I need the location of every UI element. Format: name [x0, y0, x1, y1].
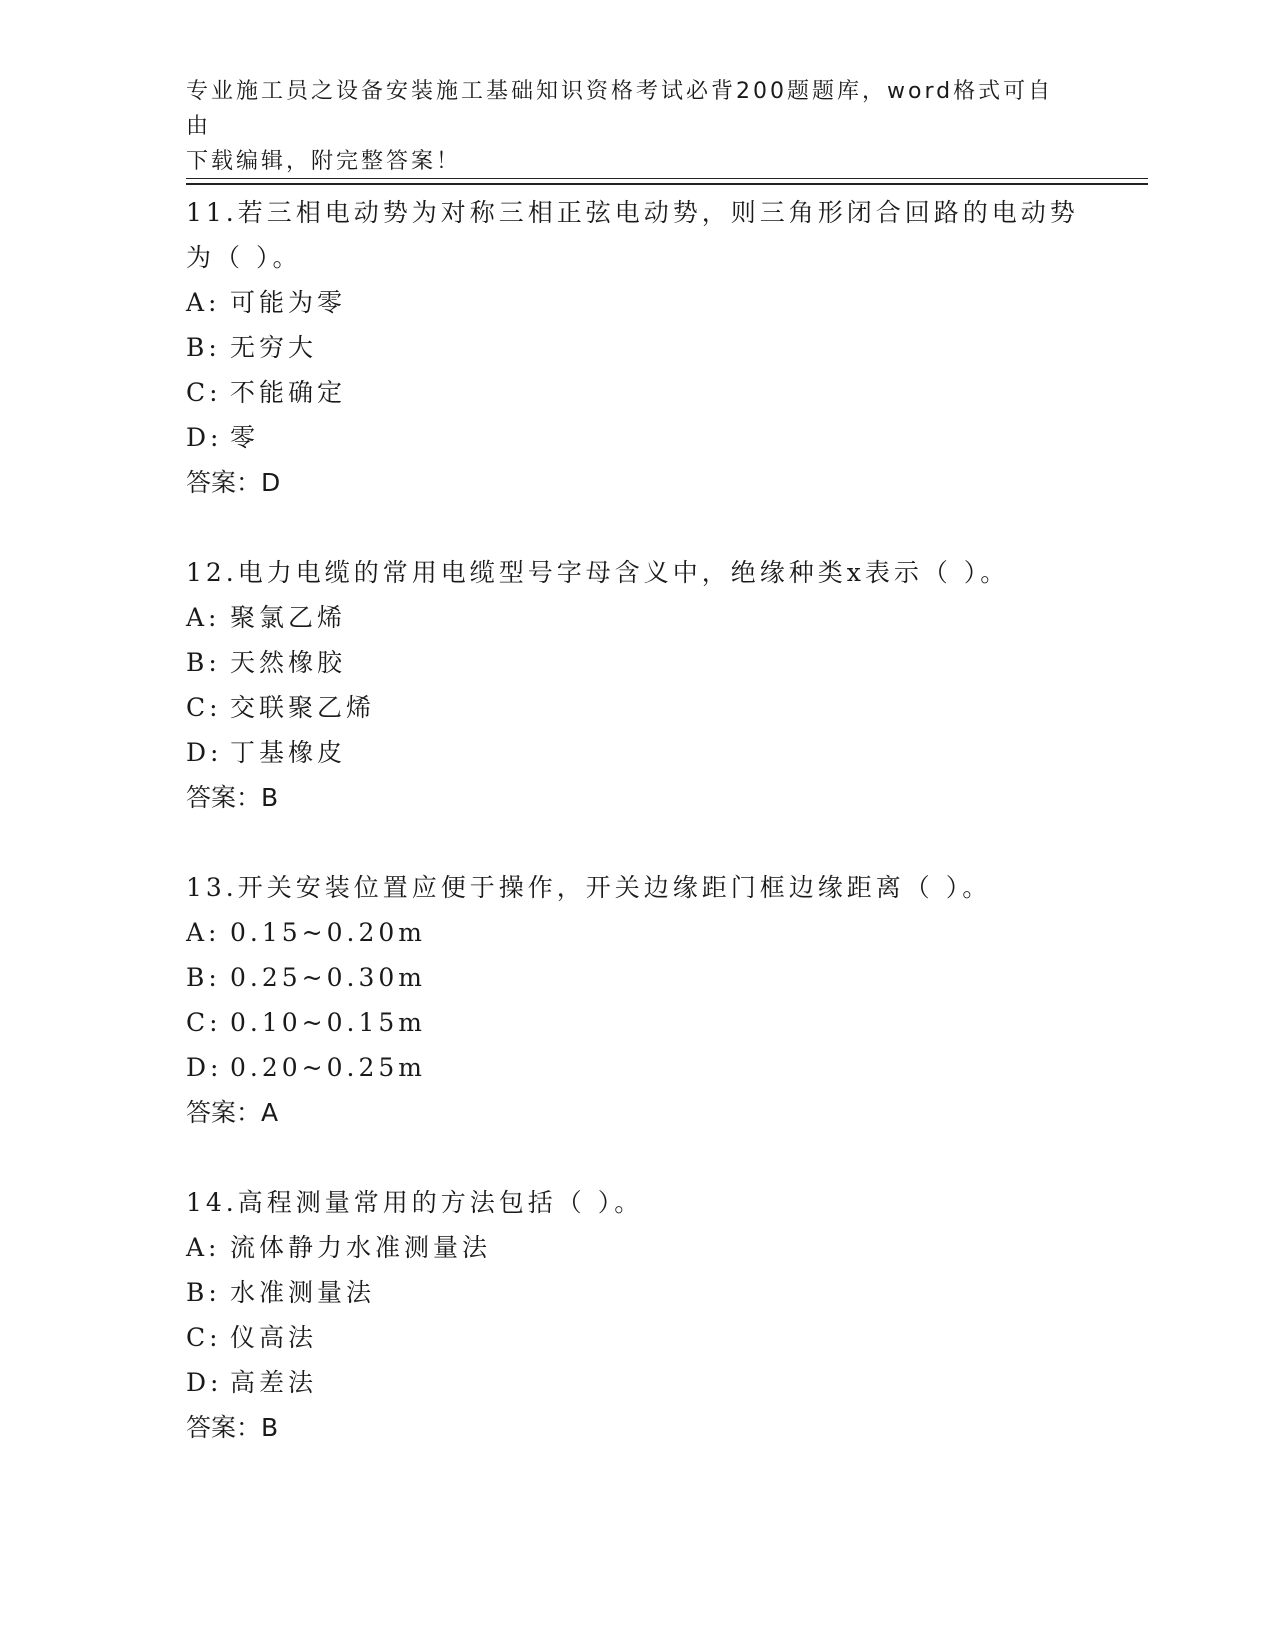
option-text: 无穷大	[230, 333, 318, 362]
option-key: C:	[186, 693, 222, 722]
question-spacer	[186, 820, 1086, 865]
option-text: 0.15~0.20m	[230, 918, 426, 947]
option-key: A:	[186, 603, 221, 632]
answer-line: 答案：B	[186, 1413, 279, 1442]
option-key: C:	[186, 1008, 222, 1037]
option-key: A:	[186, 918, 221, 947]
answer-line: 答案：B	[186, 783, 279, 812]
option-text: 聚氯乙烯	[230, 603, 347, 632]
answer-line: 答案：A	[186, 1098, 279, 1127]
option-c	[186, 685, 1086, 730]
option-key: B:	[186, 333, 221, 362]
option-key: D:	[186, 423, 223, 452]
option-key: D:	[186, 1368, 223, 1397]
question-12	[186, 550, 1086, 820]
option-d	[186, 415, 1086, 460]
document-header	[186, 74, 1066, 179]
question-spacer	[186, 1135, 1086, 1180]
option-key: B:	[186, 1278, 221, 1307]
option-text: 0.20~0.25m	[230, 1053, 426, 1082]
option-text: 天然橡胶	[230, 648, 347, 677]
option-key: A:	[186, 1233, 221, 1262]
option-a	[186, 280, 1086, 325]
question-text-line: 11.若三相电动势为对称三相正弦电动势，则三角形闭合回路的电动势	[186, 198, 1079, 227]
question-text-line: 12.电力电缆的常用电缆型号字母含义中，绝缘种类x表示（ ）。	[186, 558, 1010, 587]
option-text: 水准测量法	[230, 1278, 376, 1307]
option-key: C:	[186, 378, 222, 407]
option-a	[186, 1225, 1086, 1270]
option-c	[186, 1000, 1086, 1045]
option-b	[186, 955, 1086, 1000]
question-13	[186, 865, 1086, 1135]
header-line-1: 专业施工员之设备安装施工基础知识资格考试必背200题题库，word格式可自由	[186, 79, 1054, 139]
option-key: D:	[186, 738, 223, 767]
option-key: B:	[186, 963, 221, 992]
option-key: B:	[186, 648, 221, 677]
header-line-2: 下载编辑，附完整答案！	[186, 149, 462, 174]
option-text: 丁基橡皮	[230, 738, 347, 767]
question-text-line: 13.开关安装位置应便于操作，开关边缘距门框边缘距离（ ）。	[186, 873, 992, 902]
option-c	[186, 1315, 1086, 1360]
option-text: 零	[230, 423, 260, 452]
header-divider-thin	[186, 178, 1148, 179]
option-text: 不能确定	[230, 378, 347, 407]
option-a	[186, 910, 1086, 955]
option-text: 可能为零	[230, 288, 347, 317]
question-list	[186, 190, 1086, 1450]
question-text	[186, 865, 1086, 910]
option-b	[186, 640, 1086, 685]
header-divider-thick	[186, 183, 1148, 185]
option-text: 流体静力水准测量法	[230, 1233, 492, 1262]
option-b	[186, 1270, 1086, 1315]
question-text	[186, 1180, 1086, 1225]
option-d	[186, 1360, 1086, 1405]
question-spacer	[186, 505, 1086, 550]
answer-line: 答案：D	[186, 468, 281, 497]
option-text: 交联聚乙烯	[230, 693, 376, 722]
question-11	[186, 190, 1086, 505]
question-text-line: 为（ ）。	[186, 243, 302, 272]
question-text	[186, 190, 1086, 280]
option-a	[186, 595, 1086, 640]
option-b	[186, 325, 1086, 370]
option-key: C:	[186, 1323, 222, 1352]
question-14	[186, 1180, 1086, 1450]
question-text-line: 14.高程测量常用的方法包括（ ）。	[186, 1188, 644, 1217]
option-text: 高差法	[230, 1368, 318, 1397]
option-text: 0.25~0.30m	[230, 963, 426, 992]
option-d	[186, 1045, 1086, 1090]
option-text: 0.10~0.15m	[230, 1008, 426, 1037]
option-c	[186, 370, 1086, 415]
option-key: A:	[186, 288, 221, 317]
question-text	[186, 550, 1086, 595]
option-key: D:	[186, 1053, 223, 1082]
option-d	[186, 730, 1086, 775]
option-text: 仪高法	[230, 1323, 318, 1352]
